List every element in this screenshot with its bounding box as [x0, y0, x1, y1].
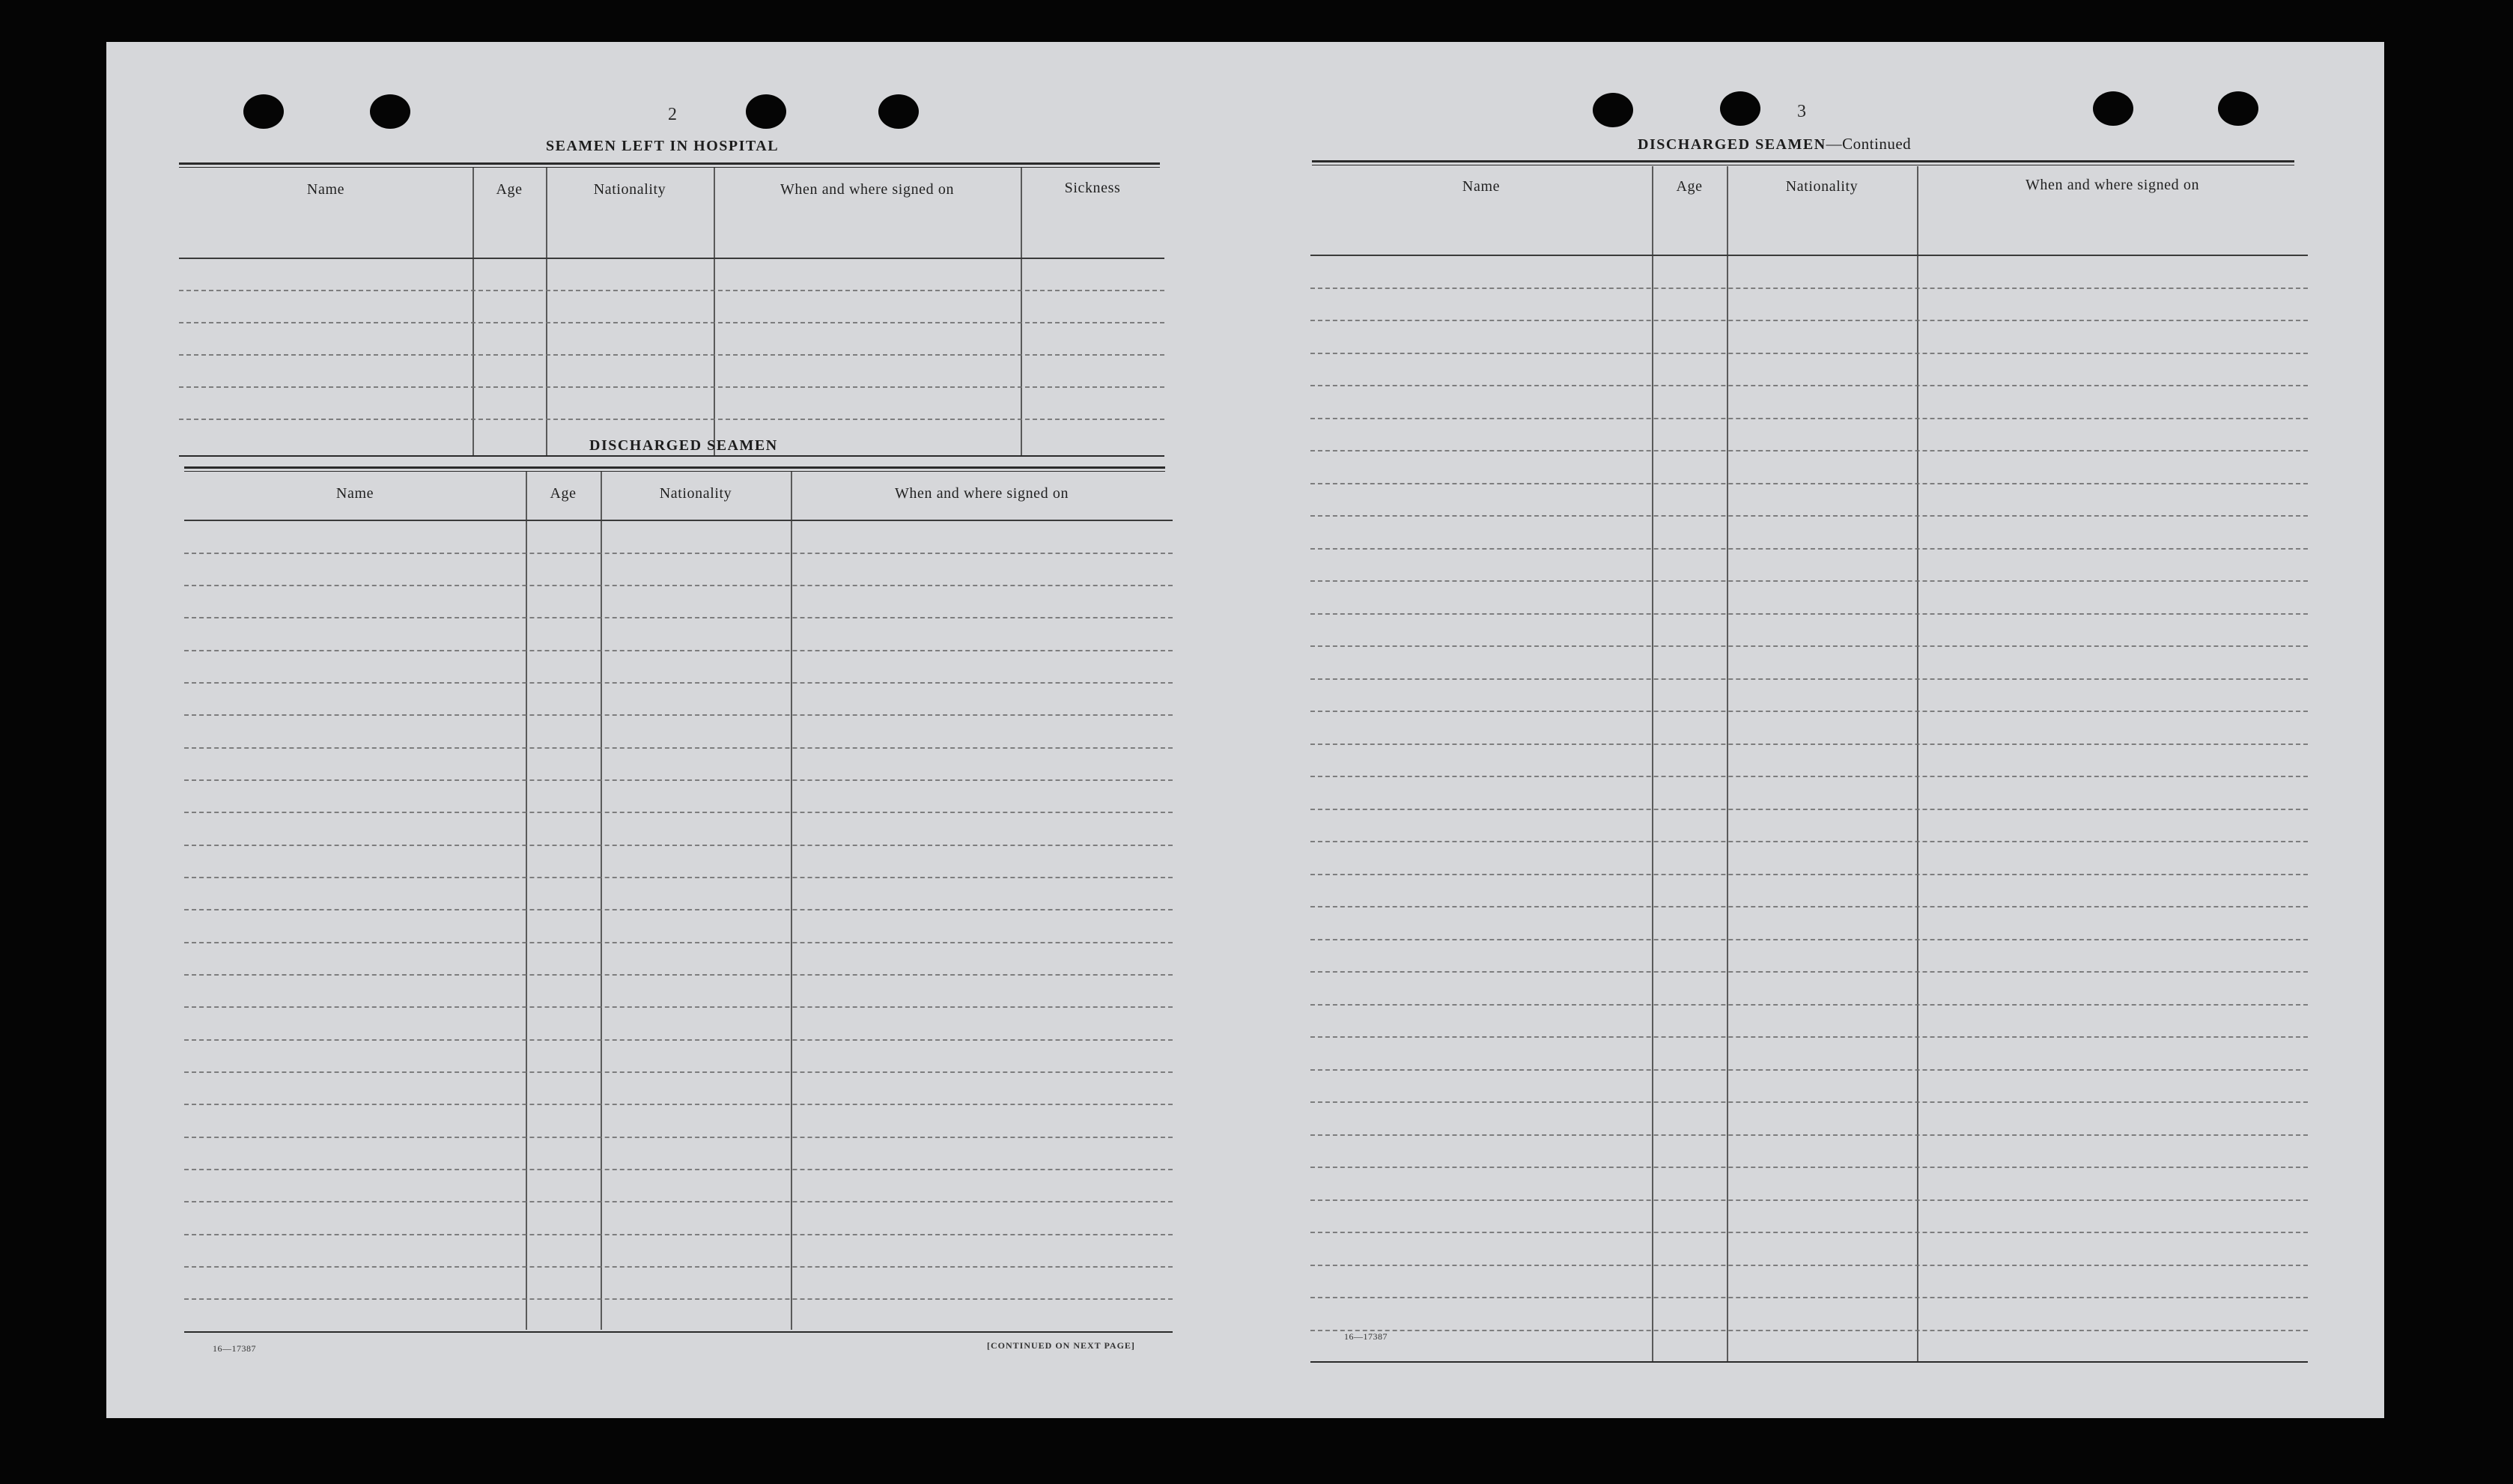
column-header-when-where-signed: When and where signed on: [894, 485, 1069, 502]
column-header-name: Name: [306, 181, 345, 198]
table-row-line: [1310, 385, 2308, 386]
table-row-line: [1310, 1134, 2308, 1136]
table-row-line: [1310, 939, 2308, 940]
document-sheet: [106, 42, 2384, 1418]
table-row-line: [184, 779, 1173, 781]
table-row-line: [1310, 1330, 2308, 1331]
table-row-line: [184, 909, 1173, 910]
table-row-line: [1310, 613, 2308, 615]
table-row-line: [1310, 288, 2308, 289]
table-row-line: [1310, 776, 2308, 777]
column-header-name: Name: [335, 485, 374, 502]
column-header-when-where-signed: When and where signed on: [780, 181, 955, 198]
column-header-age: Age: [496, 181, 523, 198]
column-header-age: Age: [1676, 178, 1703, 195]
column-header-sickness: Sickness: [1064, 180, 1121, 196]
table-row-line: [184, 1169, 1173, 1170]
discharged-continued-title-suffix: —Continued: [1826, 135, 1912, 153]
left-page: [106, 42, 1245, 1418]
table-row-line: [184, 1234, 1173, 1235]
table-row-line: [1310, 809, 2308, 810]
table-row-line: [184, 585, 1173, 586]
table-row-line: [184, 1071, 1173, 1073]
table-row-line: [179, 419, 1164, 420]
table-row-line: [179, 290, 1164, 291]
column-divider: [1652, 166, 1653, 1363]
table-row-line: [1310, 548, 2308, 550]
page-number: 2: [668, 105, 677, 124]
table-row-line: [184, 553, 1173, 554]
column-header-nationality: Nationality: [593, 181, 666, 198]
table-row-line: [184, 650, 1173, 651]
table-row-line: [1310, 971, 2308, 973]
table-row-line: [179, 354, 1164, 356]
table-row-line: [1310, 1167, 2308, 1168]
column-divider: [1727, 166, 1728, 1363]
table-bottom-rule: [184, 1331, 1173, 1333]
table-row-line: [1310, 1004, 2308, 1006]
form-number: 16—17387: [1344, 1331, 1388, 1342]
table-row-line: [179, 322, 1164, 323]
table-row-line: [184, 942, 1173, 943]
continued-note: [CONTINUED ON NEXT PAGE]: [987, 1340, 1135, 1351]
column-divider: [546, 168, 547, 457]
hospital-title-rule: [179, 162, 1160, 165]
table-row-line: [184, 1201, 1173, 1202]
discharged-continued-title: [1638, 135, 1911, 153]
table-row-line: [184, 1137, 1173, 1138]
table-row-line: [1310, 515, 2308, 517]
form-number: 16—17387: [213, 1343, 256, 1354]
table-row-line: [184, 747, 1173, 749]
table-row-line: [184, 812, 1173, 813]
table-row-line: [184, 1266, 1173, 1268]
table-row-line: [184, 1039, 1173, 1041]
table-row-line: [184, 714, 1173, 716]
table-row-line: [1310, 1069, 2308, 1071]
column-divider: [472, 168, 474, 457]
table-row-line: [1310, 906, 2308, 907]
header-underline: [1310, 255, 2308, 256]
table-row-line: [1310, 1232, 2308, 1233]
table-row-line: [184, 1006, 1173, 1008]
table-bottom-rule: [1310, 1361, 2308, 1363]
table-row-line: [179, 386, 1164, 388]
discharged-continued-title-main: DISCHARGED SEAMEN: [1638, 136, 1826, 153]
table-row-line: [1310, 580, 2308, 582]
table-row-line: [1310, 1199, 2308, 1201]
table-row-line: [1310, 711, 2308, 712]
table-row-line: [1310, 353, 2308, 354]
table-row-line: [1310, 1101, 2308, 1103]
table-row-line: [1310, 320, 2308, 321]
table-row-line: [1310, 841, 2308, 842]
table-row-line: [184, 877, 1173, 878]
column-divider: [714, 168, 715, 457]
discharged-continued-table: [1310, 166, 2308, 1358]
column-header-nationality: Nationality: [1785, 178, 1859, 195]
right-page: [1245, 42, 2384, 1418]
table-row-line: [1310, 678, 2308, 680]
discharged-table: [184, 472, 1173, 1333]
table-row-line: [184, 1104, 1173, 1105]
table-row-line: [184, 1298, 1173, 1300]
table-row-line: [1310, 450, 2308, 451]
table-row-line: [184, 845, 1173, 846]
table-row-line: [1310, 1036, 2308, 1038]
table-row-line: [1310, 743, 2308, 745]
header-underline: [179, 258, 1164, 259]
page-number: 3: [1797, 102, 1806, 121]
column-header-nationality: Nationality: [659, 485, 732, 502]
table-row-line: [1310, 483, 2308, 484]
table-row-line: [1310, 874, 2308, 875]
table-bottom-rule: [179, 455, 1164, 457]
header-underline: [184, 520, 1173, 521]
table-row-line: [1310, 1297, 2308, 1298]
table-row-line: [1310, 645, 2308, 647]
discharged-title-rule: [184, 466, 1165, 469]
column-header-age: Age: [550, 485, 577, 502]
table-row-line: [184, 974, 1173, 976]
column-divider: [1021, 168, 1022, 457]
table-row-line: [184, 617, 1173, 618]
table-row-line: [1310, 418, 2308, 419]
table-row-line: [184, 682, 1173, 684]
hospital-section-title: SEAMEN LEFT IN HOSPITAL: [546, 138, 780, 154]
discharged-section-title: DISCHARGED SEAMEN: [589, 437, 778, 454]
column-header-name: Name: [1462, 178, 1501, 195]
discharged-continued-title-rule: [1312, 160, 2294, 162]
hospital-table: [179, 168, 1164, 458]
column-header-when-where-signed: When and where signed on: [2025, 177, 2200, 193]
column-divider: [1917, 166, 1918, 1363]
table-row-line: [1310, 1265, 2308, 1266]
